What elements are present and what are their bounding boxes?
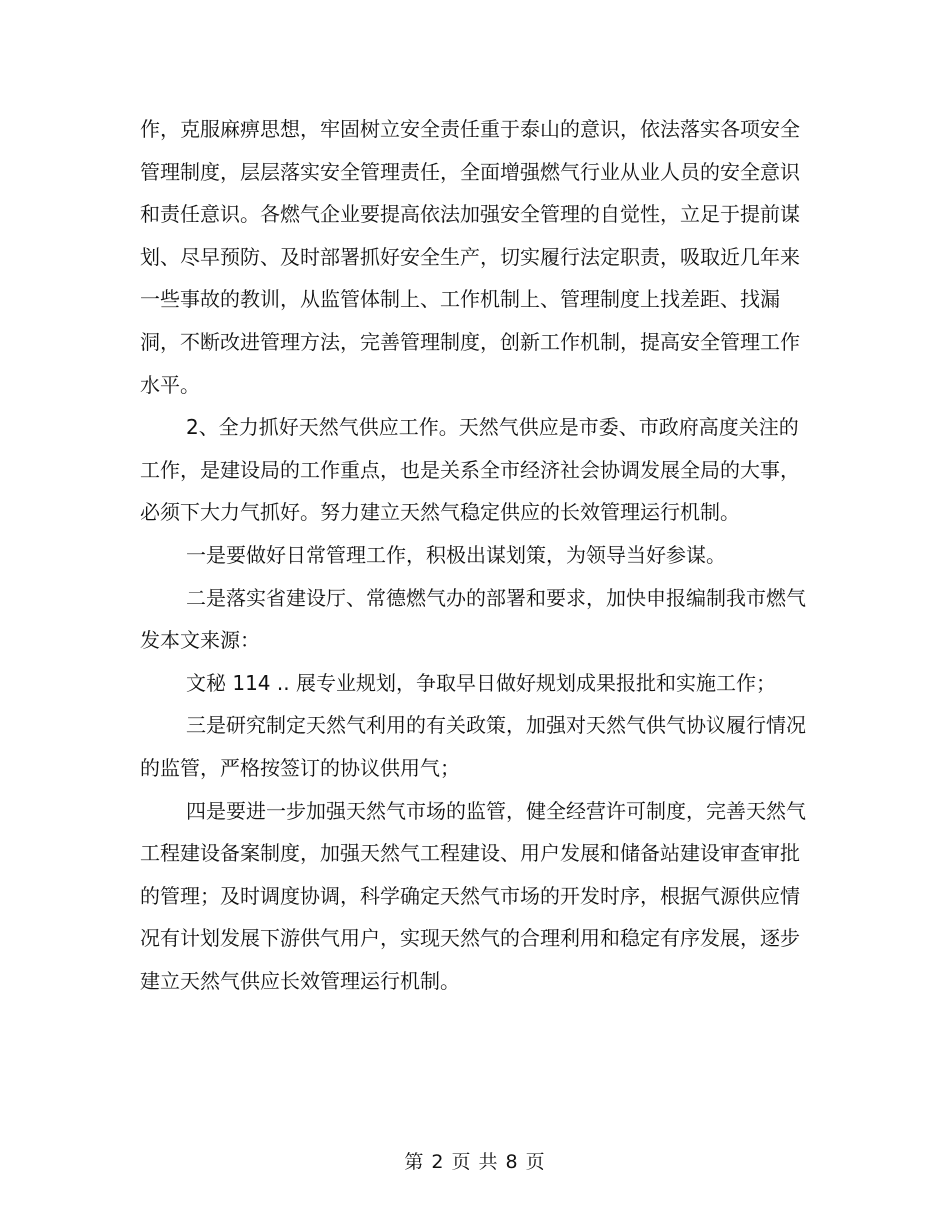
paragraph-5: 文秘 114 .. 展专业规划，争取早日做好规划成果报批和实施工作； xyxy=(186,670,776,695)
paragraph-4: 二是落实省建设厅、常德燃气办的部署和要求，加快申报编制我市燃气发本文来源： xyxy=(140,585,806,653)
paragraph-3: 一是要做好日常管理工作，积极出谋划策，为领导当好参谋。 xyxy=(186,542,726,567)
page-footer: 第 2 页 共 8 页 xyxy=(404,1151,546,1173)
paragraph-7: 四是要进一步加强天然气市场的监管，健全经营许可制度，完善天然气工程建设备案制度，加强天然气工程建设、用户发展和储备站建设审查审批的管理；及时调度协调，科学确定天然气市场的开发时序，根据气源供应情况有计划发展下游供气用户，实现天然气的合理利用和稳定有序发展，逐步建立天然气供应长效管理运行机制。 xyxy=(140,798,806,993)
paragraph-6: 三是研究制定天然气利用的有关政策，加强对天然气供气协议履行情况的监管，严格按签订的协议供用气； xyxy=(140,713,806,780)
paragraph-2: 2、全力抓好天然气供应工作。天然气供应是市委、市政府高度关注的工作，是建设局的工作重点，也是关系全市经济社会协调发展全局的大事，必须下大力气抓好。努力建立天然气稳定供应的长效管理运行机制。 xyxy=(140,415,800,525)
paragraph-1: 作，克服麻痹思想，牢固树立安全责任重于泰山的意识，依法落实各项安全管理制度，层层落实安全管理责任，全面增强燃气行业从业人员的安全意识和责任意识。各燃气企业要提高依法加强安全管理的自觉性，立足于提前谋划、尽早预防、及时部署抓好安全生产，切实履行法定职责，吸取近几年来一些事故的教训，从监管体制上、工作机制上、管理制度上找差距、找漏洞，不断改进管理方法，完善管理制度，创新工作机制，提高安全管理工作水平。 xyxy=(140,117,800,397)
document-body xyxy=(140,108,815,1002)
